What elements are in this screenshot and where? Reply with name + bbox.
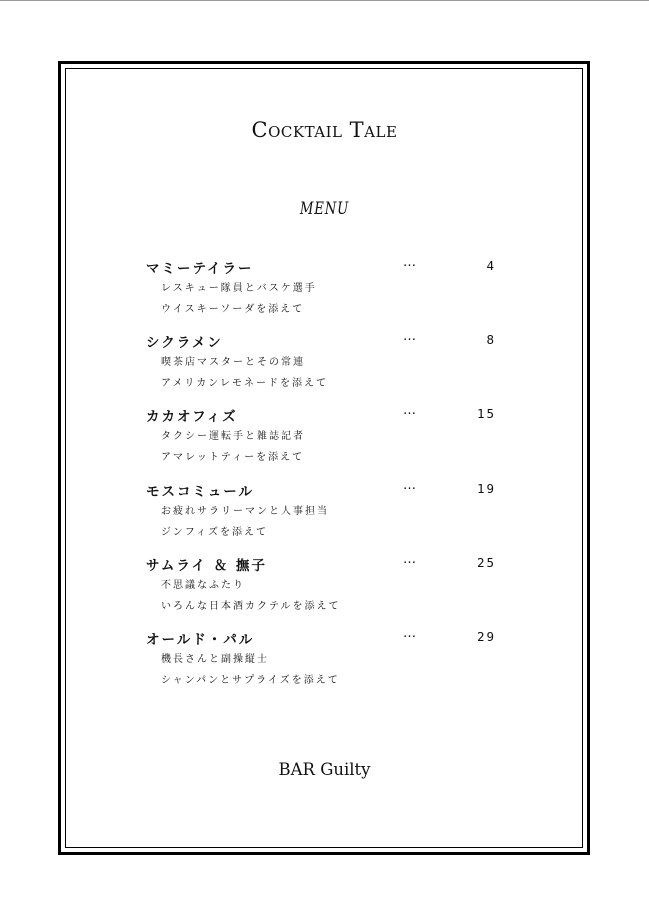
menu-item-name: モスコミュール — [146, 484, 254, 500]
menu-item-page: 29 — [476, 629, 496, 644]
menu-item-name: カカオフィズ — [146, 409, 238, 425]
menu-item-name: マミーテイラー — [146, 261, 254, 277]
leader-dots: … — [403, 255, 417, 270]
page-title: Cocktail Tale — [251, 118, 398, 142]
menu-item-description: アマレットティーを添えて — [161, 452, 305, 463]
menu-item-page: 8 — [486, 332, 496, 347]
bar-name: BAR Guilty — [278, 760, 371, 779]
leader-dots: … — [403, 403, 417, 418]
menu-item — [146, 405, 500, 469]
menu-item-description: タクシー運転手と雑誌記者 — [161, 431, 305, 442]
menu-item-page: 15 — [476, 406, 496, 421]
menu-item-description: 喫茶店マスターとその常連 — [161, 357, 305, 368]
menu-item-description: いろんな日本酒カクテルを添えて — [161, 601, 341, 612]
leader-dots: … — [403, 329, 417, 344]
menu-item-description: レスキュー隊員とバスケ選手 — [161, 283, 317, 294]
menu-item-description: 不思議なふたり — [161, 580, 245, 591]
menu-item-page: 19 — [476, 481, 496, 496]
menu-item-description: ウイスキーソーダを添えて — [161, 304, 305, 315]
menu-item-description: シャンパンとサプライズを添えて — [161, 675, 340, 686]
menu-item — [146, 331, 500, 395]
menu-item-description: お疲れサラリーマンと人事担当 — [161, 506, 329, 517]
menu-item-description: 機長さんと副操縦士 — [161, 654, 269, 665]
menu-item-description: アメリカンレモネードを添えて — [161, 378, 329, 389]
menu-item-name: オールド・パル — [146, 632, 255, 648]
menu-item-page: 4 — [486, 258, 496, 273]
menu-item-description: ジンフィズを添えて — [161, 527, 268, 538]
menu-item-name: シクラメン — [146, 335, 223, 351]
leader-dots: … — [403, 626, 417, 641]
menu-item — [146, 257, 500, 321]
leader-dots: … — [403, 552, 417, 567]
menu-item — [146, 628, 500, 692]
top-rule — [0, 0, 649, 1]
menu-heading: MENU — [299, 199, 350, 219]
menu-item — [146, 480, 500, 544]
leader-dots: … — [403, 478, 417, 493]
menu-item-name: サムライ ＆ 撫子 — [146, 558, 267, 574]
menu-item-page: 25 — [476, 555, 496, 570]
menu-item — [146, 554, 500, 618]
